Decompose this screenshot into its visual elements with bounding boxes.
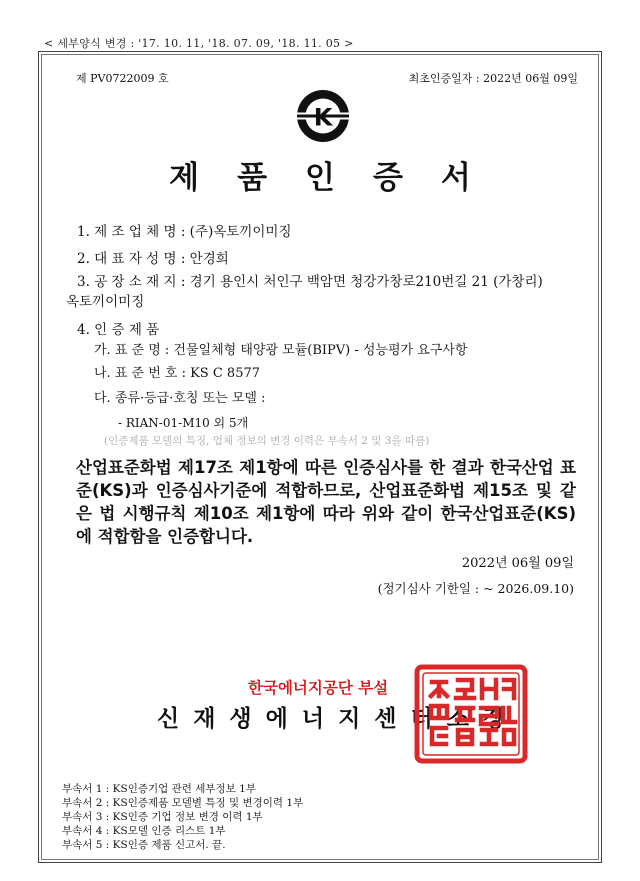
model-line: - RIAN-01-M10 외 5개 <box>118 416 249 430</box>
certified-product-heading: 4. 인 증 제 품 <box>77 322 160 338</box>
attachment-1: 부속서 1 : KS인증기업 관련 세부정보 1부 <box>62 783 256 795</box>
official-seal-stamp-icon <box>414 664 528 764</box>
issuer-affiliation: 한국에너지공단 부설 <box>248 679 389 697</box>
first-certification-date: 최초인증일자 : 2022년 06월 09일 <box>408 72 578 85</box>
standard-number-line: 나. 표 준 번 호 : KS C 8577 <box>94 366 261 381</box>
manufacturer-line: 1. 제 조 업 체 명 : (주)옥토끼이미징 <box>77 224 292 240</box>
standard-name-line: 가. 표 준 명 : 건물일체형 태양광 모듈(BIPV) - 성능평가 요구사항 <box>94 343 468 358</box>
ks-mark-logo-icon <box>295 88 351 144</box>
certificate-number: 제 PV0722009 호 <box>76 72 169 85</box>
periodic-review-deadline: (정기심사 기한일 : ~ 2026.09.10) <box>377 581 574 596</box>
issuer-name: 신재생에너지센터소장 <box>157 705 520 732</box>
types-grades-heading: 다. 종류·등급·호칭 또는 모델 : <box>94 391 266 406</box>
issue-date: 2022년 06월 09일 <box>461 556 574 571</box>
attachment-3: 부속서 3 : KS인증 기업 정보 변경 이력 1부 <box>62 811 263 823</box>
attachment-4: 부속서 4 : KS모델 인증 리스트 1부 <box>62 825 226 837</box>
certificate-title: 제품인증서 <box>169 160 509 196</box>
certification-statement: 산업표준화법 제17조 제1항에 따른 인증심사를 한 결과 한국산업 표준(KS)과 인증심사기준에 적합하므로, 산업표준화법 제15조 및 같은 법 시행규칙 제10조 제1항에 따라 위와 같이 한국산업표준(KS)에 적합함을 인증합니다. <box>76 458 576 546</box>
factory-address-continued: 옥토끼이미징 <box>66 294 145 310</box>
representative-line: 2. 대 표 자 성 명 : 안경희 <box>77 251 229 267</box>
model-note: (인증제품 모델의 특징, 업체 정보의 변경 이력은 부속서 2 및 3을 따름) <box>104 435 430 447</box>
ks-mark-letter: K <box>313 103 333 132</box>
attachment-5: 부속서 5 : KS인증 제품 신고서. 끝. <box>62 839 226 851</box>
form-revision-note: < 세부양식 변경 : '17. 10. 11, '18. 07. 09, '18. 11. 05 > <box>44 37 354 50</box>
factory-address-line: 3. 공 장 소 재 지 : 경기 용인시 처인구 백암면 청강가창로210번길 21 (가창리) <box>77 274 543 290</box>
attachment-2: 부속서 2 : KS인증제품 모델별 특징 및 변경이력 1부 <box>62 797 304 809</box>
